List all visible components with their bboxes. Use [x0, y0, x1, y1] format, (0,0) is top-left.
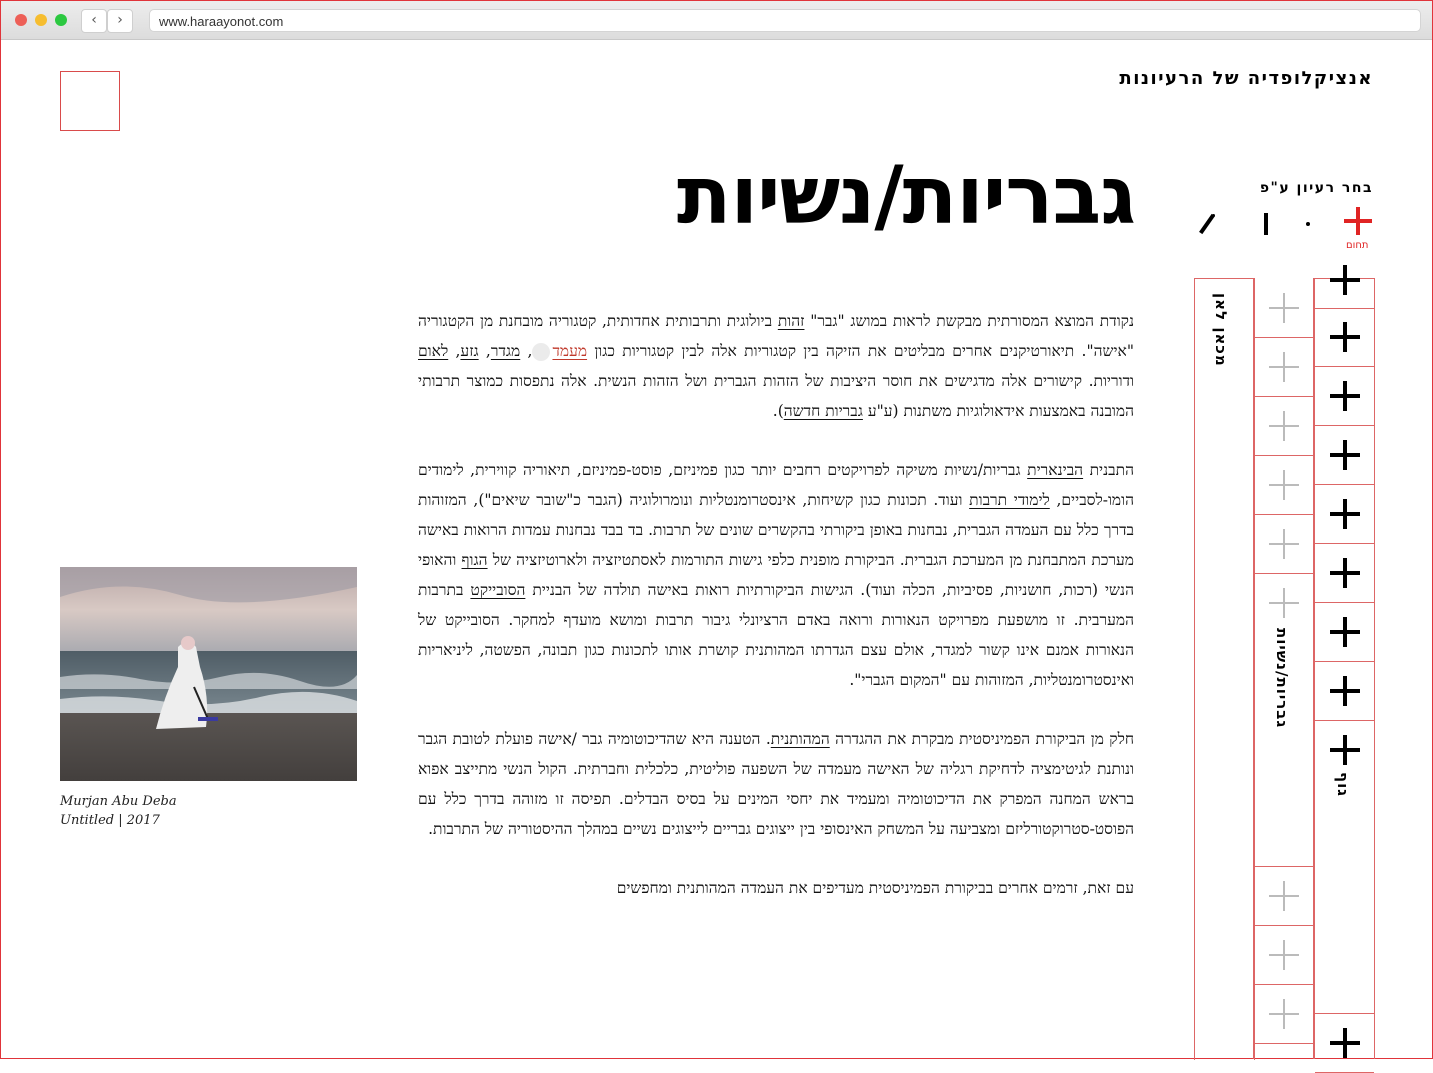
plus-icon [1269, 352, 1299, 382]
grid-cell[interactable] [1315, 661, 1374, 721]
link-new-masculinity[interactable]: גבריות חדשה [783, 402, 863, 420]
caption-work: Untitled | 2017 [60, 813, 160, 828]
field-label-body: גוף [1334, 772, 1352, 797]
dot-icon[interactable] [1306, 222, 1310, 226]
text: ביולוגית ותרבותית אחדותית, קטגוריה מובחנת מן הקטגוריה "אישה". תיאורטיקנים אחרים מבליטים את הזיקה בין קטגוריות אלה לבין קטגוריות כגון [418, 312, 1134, 360]
page-title: גבריות/נשיות [676, 149, 1135, 242]
article-paragraph [418, 455, 1134, 695]
text: והאופי הנשי (רכות, חושניות, פסיביות, הכלה ועוד). הגישות הביקורתיות רואות באישה תולדה של הבניית [418, 551, 1134, 599]
grid-cell[interactable] [1254, 337, 1313, 397]
mouse-cursor-icon [532, 343, 550, 361]
link-subject[interactable]: הסובייקט [470, 581, 526, 599]
beach-photo [60, 567, 357, 781]
text: התבנית [1083, 461, 1134, 479]
next-steps-label: מכאן לאן [1212, 293, 1230, 367]
text: ודוריות. קישורים אלה מדגישים את חוסר היציבות של הזהות הגברית ושל הזהות הנשית. אלה נתפסות כמוצר תרבותי המובנה באמצעות אידאולוגיות משתנות (ע"ע [418, 372, 1134, 420]
text: נקודת המוצא המסורתית מבקשת לראות במושג "גבר" [804, 312, 1134, 330]
grid-cell[interactable] [1315, 278, 1374, 309]
grid-cell[interactable] [1254, 925, 1313, 985]
grid-cell[interactable] [1254, 396, 1313, 456]
grid-cell[interactable] [1315, 602, 1374, 662]
minimize-window-button[interactable] [35, 14, 47, 26]
plus-icon [1330, 499, 1360, 529]
back-button[interactable] [81, 9, 107, 33]
chevron-left-icon: ‹ [91, 12, 97, 28]
link-race[interactable]: גזע [460, 342, 479, 360]
plus-icon [1269, 293, 1299, 323]
field-plus-icon[interactable] [1344, 207, 1372, 235]
plus-icon [1330, 617, 1360, 647]
plus-icon [1269, 529, 1299, 559]
text: , [478, 342, 491, 360]
link-essentialist[interactable]: המהותנית [770, 730, 830, 748]
text: עם זאת, זרמים אחרים בביקורת הפמיניסטית מעדיפים את העמדה המהותנית ומחפשים [616, 879, 1134, 897]
text: , [520, 342, 533, 360]
grid-cell[interactable] [1254, 455, 1313, 515]
grid-cell[interactable] [1315, 1013, 1374, 1073]
article-paragraph [418, 873, 1134, 903]
field-cell-body[interactable] [1315, 720, 1374, 1014]
link-cultural-studies[interactable]: לימודי תרבות [969, 491, 1050, 509]
plus-icon [1269, 881, 1299, 911]
slash-dot-icon [1212, 214, 1215, 217]
article-body [418, 306, 1134, 932]
grid-cell[interactable] [1315, 543, 1374, 603]
text: ועוד. תכונות כגון קשיחות, אינסטרומנטליות ונומרולוגיה (הגבר כ"שובר שיאים"), המזוהות בדרך כלל עם העמדה הגברית, נבחנות באופן ביקורתי בהקשרים שונים של תרבות. בד בבד נבחנות עמדות הרואות באישה מערכת המתבחנת מן המערכת הגברית. הביקורת מופנית כלפי גישות התורמות לאסתטיזציה ולארוטיזציה של [418, 491, 1134, 569]
text: גבריות/נשיות משיקה לפרויקטים רחבים יותר כגון פמיניזם, פוסט-פמיניזם, תיאוריה קווירית, לימודים הומו-לסביים, [418, 461, 1134, 509]
address-bar[interactable]: www.haraayonot.com [149, 9, 1421, 32]
text: . הטענה היא שהדיכוטומיה גבר /אישה פועלת לטובת הגבר ונותנת לגיטימציה לדחיקת רגליה של האישה מעמדה של השפעה פוליטית, כלכלית וחברתית. הקול הנשי מתייצב אפוא בראש המחנה המפרק את הדיכוטומיה ומעמיד את יחסי המינים על בסיס הבדלים. תפיסה זו מזוהה בדרך כלל עם הפוסט-סטרוקטורליזם ומצביעה על המשחק האינסופי בין ייצוגים גבריים לייצוגים נשיים במהלך ההיסטוריה של התרבות. [418, 730, 1134, 838]
text: , [448, 342, 461, 360]
plus-icon [1330, 1028, 1360, 1058]
article-paragraph [418, 306, 1134, 426]
grid-cell[interactable] [1315, 484, 1374, 544]
grid-cell[interactable] [1315, 425, 1374, 485]
plus-icon [1269, 588, 1299, 618]
choose-idea-label: בחר רעיון ע"פ [1259, 180, 1373, 196]
site-logo[interactable] [60, 71, 120, 131]
link-nation[interactable]: לאום [418, 342, 449, 360]
text: בתרבות המערבית. זו מושפעת מפרויקט הנאורות ורואה באדם הרציונלי גיבור תרבות ומושא מועדף למחקר. הסובייקט של הנאורות אמנם אינו קשור למגדר, אולם עצם הגדרתו המהותנית קושרת אותו לתכונות כגון תבונה, הפשטה, ליניאריות ואינסטרומנטליות, המזוהות עם "המקום הגברי". [418, 581, 1134, 689]
plus-icon [1269, 940, 1299, 970]
plus-icon [1330, 558, 1360, 588]
grid-cell[interactable] [1254, 278, 1313, 338]
bar-icon[interactable] [1264, 213, 1268, 235]
plus-icon [1269, 470, 1299, 500]
article-paragraph [418, 724, 1134, 844]
site-title[interactable]: אנציקלופדיה של הרעיונות [1119, 68, 1373, 89]
plus-icon [1330, 265, 1360, 295]
grid-cell[interactable] [1254, 514, 1313, 574]
link-binary[interactable]: הבינארית [1027, 461, 1084, 479]
link-body[interactable]: הגוף [461, 551, 488, 569]
current-idea-cell[interactable] [1254, 573, 1313, 867]
current-idea-label: גבריות/נשיות [1273, 628, 1291, 729]
next-steps-column[interactable] [1194, 278, 1255, 1060]
grid-cell[interactable] [1315, 307, 1374, 367]
maximize-window-button[interactable] [55, 14, 67, 26]
text: ). [772, 402, 784, 420]
field-label: תחום [1346, 240, 1369, 251]
link-class[interactable]: מעמד [552, 342, 588, 360]
image-caption [60, 792, 177, 830]
caption-artist: Murjan Abu Deba [60, 794, 177, 809]
field-column [1314, 278, 1375, 1059]
close-window-button[interactable] [15, 14, 27, 26]
plus-icon [1330, 381, 1360, 411]
forward-button[interactable] [107, 9, 133, 33]
current-idea-column [1253, 278, 1314, 1059]
text: חלק מן הביקורת הפמיניסטית מבקרת את ההגדרה [829, 730, 1135, 748]
plus-icon [1330, 440, 1360, 470]
plus-icon [1269, 411, 1299, 441]
plus-icon [1330, 735, 1360, 765]
grid-cell[interactable] [1254, 984, 1313, 1044]
artwork-image[interactable] [60, 567, 357, 781]
chevron-right-icon: › [117, 12, 123, 28]
grid-cell[interactable] [1315, 366, 1374, 426]
browser-toolbar [1, 1, 1432, 40]
link-gender[interactable]: מגדר [490, 342, 521, 360]
plus-icon [1330, 322, 1360, 352]
plus-icon [1330, 676, 1360, 706]
grid-cell[interactable] [1254, 866, 1313, 926]
plus-icon [1269, 999, 1299, 1029]
link-identity[interactable]: זהות [777, 312, 805, 330]
